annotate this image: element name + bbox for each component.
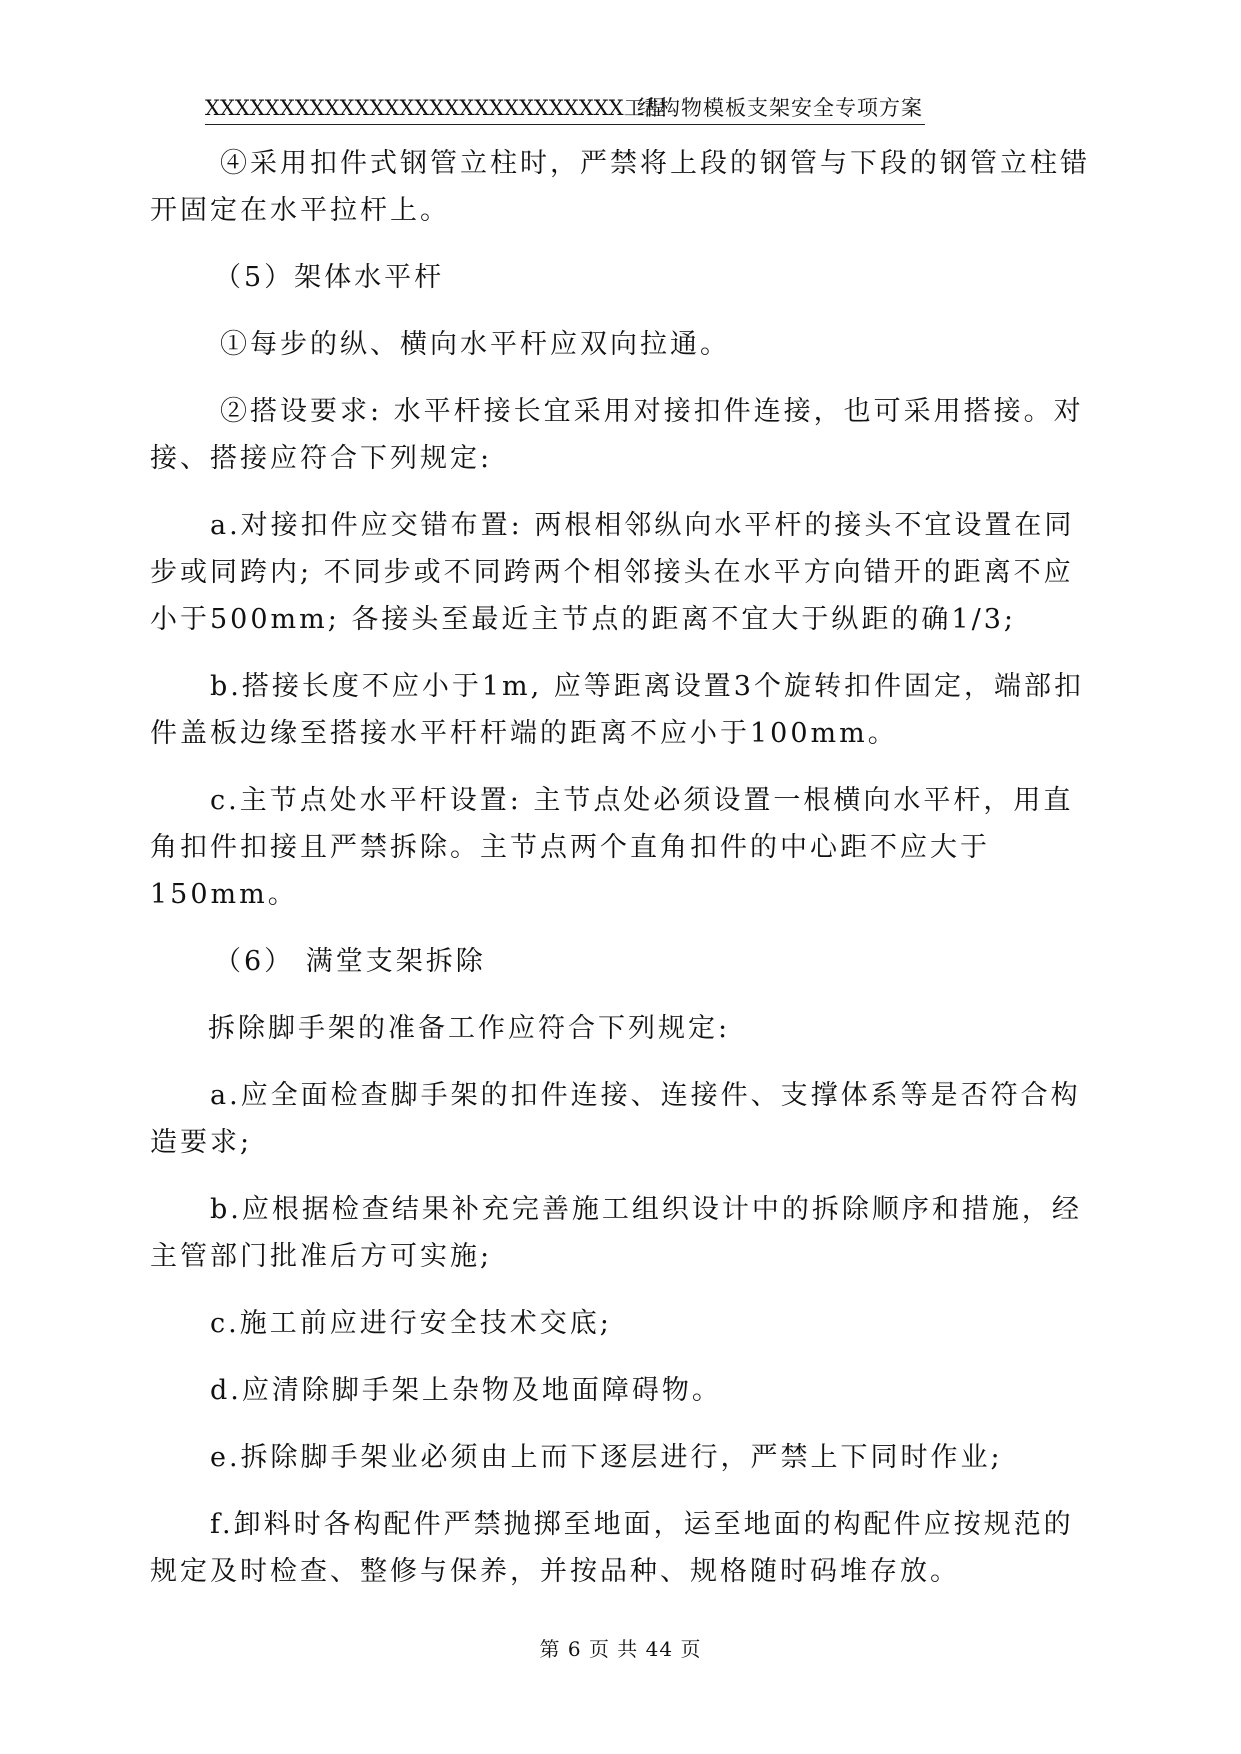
paragraph-erection-requirements: ②搭设要求: 水平杆接长宜采用对接扣件连接，也可采用搭接。对接、搭接应符合下列规定: [150,396,1084,474]
paragraph-dismantling-prep: 拆除脚手架的准备工作应符合下列规定: [208,1013,731,1044]
header-document-title: 结构物模板支架安全专项方案 [637,96,923,120]
page-header [205,92,925,125]
paragraph-bars-connected: ①每步的纵、横向水平杆应双向拉通。 [220,329,730,360]
paragraph-top-down: e.拆除脚手架业必须由上而下逐层进行，严禁上下同时作业; [210,1442,1003,1473]
paragraph-safety-briefing: c.施工前应进行安全技术交底; [210,1308,612,1339]
paragraph-clear-debris: d.应清除脚手架上杂物及地面障碍物。 [210,1375,722,1406]
document-body [150,140,1094,1615]
page-number-footer: 第 6 页 共 44 页 [539,1637,702,1661]
paragraph-check-fasteners: a.应全面检查脚手架的扣件连接、连接件、支撑体系等是否符合构造要求; [150,1080,1081,1158]
paragraph-steel-pipe-column: ④采用扣件式钢管立柱时，严禁将上段的钢管与下段的钢管立柱错开固定在水平拉杆上。 [150,148,1090,226]
section-heading-dismantling: （6） 满堂支架拆除 [214,946,486,977]
paragraph-unloading: f.卸料时各构配件严禁抛掷至地面，运至地面的构配件应按规范的规定及时检查、整修与保养，并按品种、规格随时码堆存放。 [150,1509,1074,1587]
header-project-name: XXXXXXXXXXXXXXXXXXXXXXXXXXXX工程 [205,96,666,120]
paragraph-main-node: c.主节点处水平杆设置: 主节点处必须设置一根横向水平杆，用直角扣件扣接且严禁拆除。主节点两个直角扣件的中心距不应大于150mm。 [150,785,1074,910]
section-heading-horizontal-bar: （5）架体水平杆 [214,262,445,293]
paragraph-supplement-plan: b.应根据检查结果补充完善施工组织设计中的拆除顺序和措施，经主管部门批准后方可实施; [150,1194,1082,1272]
paragraph-butt-fastener: a.对接扣件应交错布置: 两根相邻纵向水平杆的接头不宜设置在同步或同跨内; 不同步或不同跨两个相邻接头在水平方向错开的距离不应小于500mm; 各接头至最近主节点的距离不宜大于纵距的确1/3; [150,510,1075,635]
paragraph-lap-length: b.搭接长度不应小于1m, 应等距离设置3个旋转扣件固定，端部扣件盖板边缘至搭接水平杆杆端的距离不应小于100mm。 [150,671,1084,749]
